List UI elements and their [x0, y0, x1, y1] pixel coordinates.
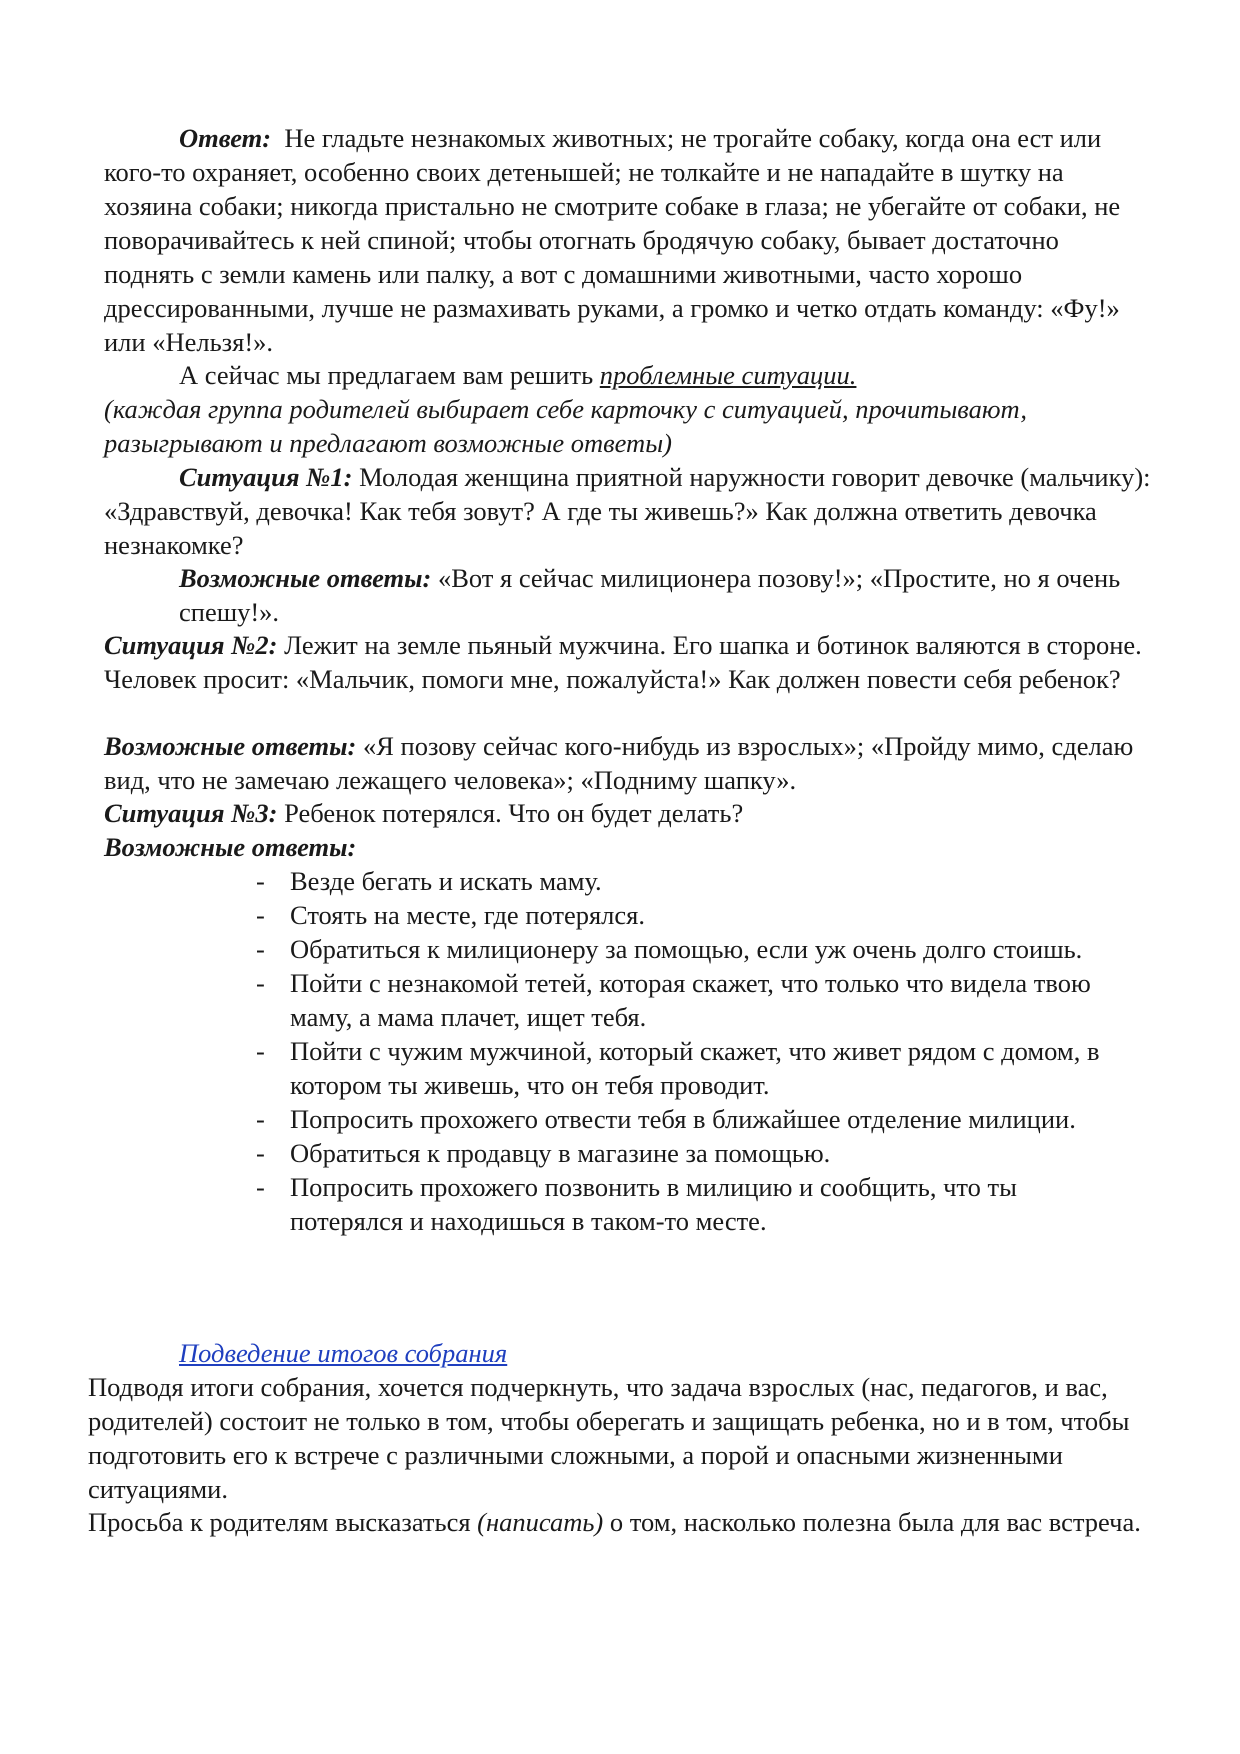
situation1-text: Молодая женщина приятной наружности говорит девочке (мальчику): «Здравствуй, девочка! Как тебя зовут? А где ты живешь?» Как должна ответить девочка незнакомке?: [104, 462, 1151, 560]
summary-heading-link[interactable]: Подведение итогов собрания: [179, 1338, 508, 1368]
list-item: - Попросить прохожего позвонить в милицию и сообщить, что ты потерялся и находишься в таком-то месте.: [256, 1170, 1112, 1238]
situation1-label: Ситуация №1:: [179, 462, 353, 492]
situation1-answers-text: «Вот я сейчас милиционера позову!»; «Простите, но я очень спешу!».: [179, 563, 1121, 627]
problem-situations-link[interactable]: проблемные ситуации.: [599, 360, 857, 390]
intro-text: А сейчас мы предлагаем вам решить: [179, 360, 594, 390]
situation2-answers: [104, 729, 1154, 797]
answer-paragraph: [104, 121, 1152, 359]
situation2-paragraph: [104, 628, 1154, 696]
situation1-paragraph: [104, 460, 1152, 562]
request-text-before: Просьба к родителям высказаться: [88, 1507, 471, 1537]
situation3-paragraph: [104, 796, 1154, 830]
request-text-italic: (написать): [477, 1507, 604, 1537]
request-text-after: о том, насколько полезна была для вас встреча.: [609, 1507, 1141, 1537]
list-item: - Обратиться к милиционеру за помощью, если уж очень долго стоишь.: [256, 932, 1112, 966]
list-item: - Стоять на месте, где потерялся.: [256, 898, 1112, 932]
situation2-text: Лежит на земле пьяный мужчина. Его шапка и ботинок валяются в стороне. Человек просит: «Мальчик, помоги мне, пожалуйста!» Как должен повести себя ребенок?: [104, 630, 1142, 694]
situation1-answers-label: Возможные ответы:: [179, 563, 432, 593]
list-item: - Попросить прохожего отвести тебя в ближайшее отделение милиции.: [256, 1102, 1112, 1136]
list-item: - Пойти с незнакомой тетей, которая скажет, что только что видела твою маму, а мама плачет, ищет тебя.: [256, 966, 1112, 1034]
situation3-answers-label: Возможные ответы:: [104, 832, 357, 862]
situation2-answers-label: Возможные ответы:: [104, 731, 357, 761]
situation3-label: Ситуация №3:: [104, 798, 278, 828]
intro-paragraph: [179, 358, 1159, 392]
answer-text: Не гладьте незнакомых животных; не трогайте собаку, когда она ест или кого-то охраняет, особенно своих детенышей; не толкайте и не нападайте в шутку на хозяина собаки; никогда пристально не смотрите собаке в глаза; не убегайте от собаки, не поворачивайтесь к ней спиной; чтобы отогнать бродячую собаку, бывает достаточно поднять с земли камень или палку, а вот с домашними животными, часто хорошо дрессированными, лучше не размахивать руками, а громко и четко отдать команду: «Фу!» или «Нельзя!».: [104, 123, 1121, 357]
request-paragraph: [88, 1505, 1154, 1539]
answer-label: Ответ:: [179, 123, 272, 153]
situation1-answers: [179, 561, 1154, 629]
intro-note: (каждая группа родителей выбирает себе карточку с ситуацией, прочитывают, разыгрывают и предлагают возможные ответы): [104, 394, 1027, 458]
situation3-text: Ребенок потерялся. Что он будет делать?: [284, 798, 744, 828]
list-item: - Пойти с чужим мужчиной, который скажет, что живет рядом с домом, в котором ты живешь, что он тебя проводит.: [256, 1034, 1112, 1102]
summary-paragraph: Подводя итоги собрания, хочется подчеркнуть, что задача взрослых (нас, педагогов, и вас, родителей) состоит не только в том, чтобы оберегать и защищать ребенка, но и в том, чтобы подготовить его к встрече с различными сложными, а порой и опасными жизненными ситуациями.: [88, 1372, 1130, 1504]
situation3-answers-list: [256, 864, 1112, 1238]
situation2-answers-text: «Я позову сейчас кого-нибудь из взрослых»; «Пройду мимо, сделаю вид, что не замечаю лежащего человека»; «Подниму шапку».: [104, 731, 1134, 795]
list-item: - Везде бегать и искать маму.: [256, 864, 1112, 898]
list-item: - Обратиться к продавцу в магазине за помощью.: [256, 1136, 1112, 1170]
situation2-label: Ситуация №2:: [104, 630, 278, 660]
